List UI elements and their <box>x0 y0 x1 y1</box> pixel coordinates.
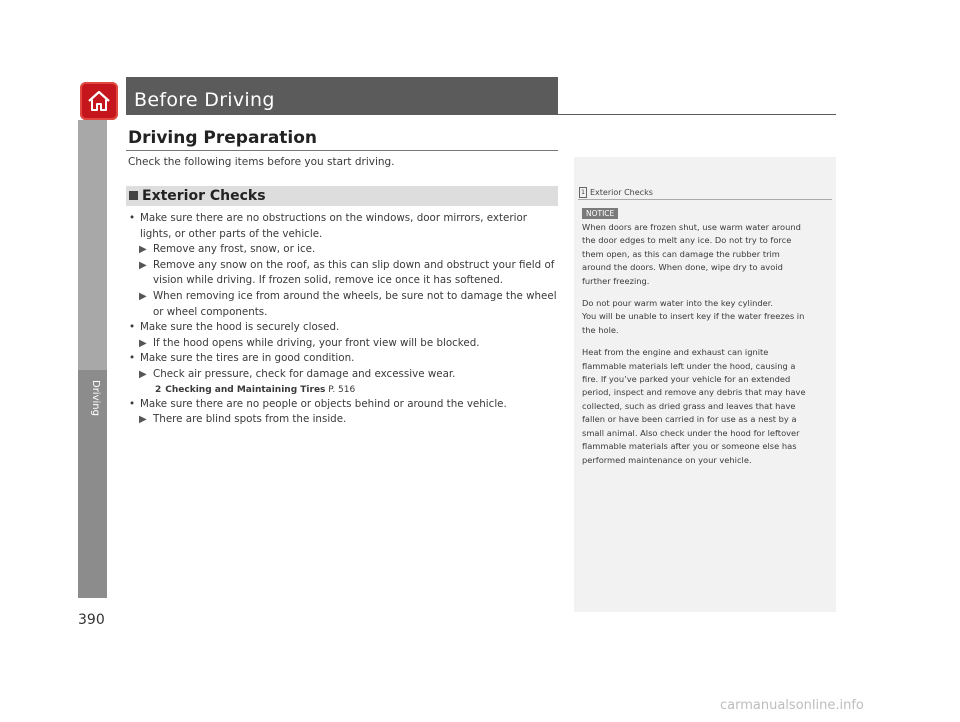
section-intro: Check the following items before you start driving. <box>128 156 395 168</box>
note-line: the hole. <box>582 324 619 335</box>
list-item-text: Make sure there are no people or objects behind or around the vehicle. <box>140 397 507 410</box>
sub-list-item <box>128 258 560 289</box>
note-line: the door edges to melt any ice. Do not try to force <box>582 235 792 246</box>
note-line: flammable materials after you or someone else has <box>582 441 797 452</box>
sub-list-item-text: Check air pressure, check for damage and excessive wear. <box>153 367 456 380</box>
list-item <box>128 397 560 413</box>
reference-icon: 2 <box>155 384 162 395</box>
sub-list-item <box>128 336 560 352</box>
list-item-text: Make sure the tires are in good condition. <box>140 352 355 365</box>
list-item-text: lights, or other parts of the vehicle. <box>140 227 323 240</box>
chapter-title: Before Driving <box>134 89 275 111</box>
title-divider <box>126 114 836 115</box>
sub-list-item-text: Remove any snow on the roof, as this can slip down and obstruct your field of <box>153 258 555 271</box>
cross-reference-link[interactable] <box>128 383 560 397</box>
note-paragraph <box>582 346 830 467</box>
note-line: Heat from the engine and exhaust can ignite <box>582 347 769 358</box>
reference-page: P. 516 <box>328 384 356 395</box>
section-divider <box>126 150 558 151</box>
sub-list-item-text: or wheel components. <box>153 305 268 318</box>
sub-list-item-text: When removing ice from around the wheels, be sure not to damage the wheel <box>153 289 557 302</box>
home-button[interactable] <box>80 82 118 120</box>
note-line: Do not pour warm water into the key cylinder. <box>582 298 774 309</box>
note-line: performed maintenance on your vehicle. <box>582 454 752 465</box>
section-title: Driving Preparation <box>128 128 318 148</box>
reference-title: Checking and Maintaining Tires <box>165 384 326 395</box>
chevron-right-icon: ▶ <box>139 368 147 380</box>
note-line: small animal. Also check under the hood for leftover <box>582 427 800 438</box>
note-line: period, inspect and remove any debris that may have <box>582 387 806 398</box>
notice-badge: NOTICE <box>582 208 618 219</box>
list-item <box>128 351 560 367</box>
sub-list-item <box>128 242 560 258</box>
list-item-text: Make sure there are no obstructions on the windows, door mirrors, exterior <box>140 212 527 224</box>
list-item-text: Make sure the hood is securely closed. <box>140 321 340 334</box>
list-item <box>128 211 560 242</box>
subsection-title: Exterior Checks <box>142 188 266 204</box>
sub-list-item-text: There are blind spots from the inside. <box>153 413 347 426</box>
side-tab-text: Driving <box>90 380 101 416</box>
chevron-right-icon: ▶ <box>139 290 147 302</box>
sub-list-item-text: If the hood opens while driving, your front view will be blocked. <box>153 336 480 349</box>
note-paragraph <box>582 297 830 337</box>
sub-list-item <box>128 412 560 428</box>
sub-list-item <box>128 289 560 320</box>
chevron-right-icon: ▶ <box>139 259 147 271</box>
side-tab-highlight <box>78 120 107 370</box>
sub-list-item-text: vision while driving. If frozen solid, remove ice once it has softened. <box>153 274 504 287</box>
checklist <box>128 211 560 428</box>
note-line: collected, such as dried grass and leaves that have <box>582 400 796 411</box>
sub-list-item <box>128 367 560 383</box>
chapter-title-bar <box>126 77 558 115</box>
list-item <box>128 320 560 336</box>
note-line: further freezing. <box>582 275 650 286</box>
note-line: fire. If you’ve parked your vehicle for an extended <box>582 374 791 385</box>
chevron-right-icon: ▶ <box>139 244 147 256</box>
page-number: 390 <box>78 612 105 628</box>
home-icon <box>87 90 111 112</box>
subsection-header <box>126 186 558 206</box>
watermark: carmanualsonline.info <box>720 698 864 713</box>
square-bullet-icon <box>129 191 138 200</box>
note-line: fallen or have been carried in for use as a nest by a <box>582 414 797 425</box>
note-line: around the doors. When done, wipe dry to avoid <box>582 262 783 273</box>
note-number-icon: 1 <box>579 187 587 198</box>
note-line: flammable materials left under the hood, causing a <box>582 360 796 371</box>
chevron-right-icon: ▶ <box>139 337 147 349</box>
side-tab-label[interactable] <box>85 380 105 440</box>
note-line: them open, as this can damage the rubber trim <box>582 248 780 259</box>
chevron-right-icon: ▶ <box>139 414 147 426</box>
note-line: You will be unable to insert key if the water freezes in <box>582 311 805 322</box>
side-note-divider <box>578 199 832 200</box>
side-note-title: Exterior Checks <box>590 188 653 197</box>
note-line: When doors are frozen shut, use warm water around <box>582 222 801 232</box>
note-paragraph <box>582 221 830 288</box>
side-note-heading <box>579 187 653 198</box>
side-note-text <box>582 221 830 476</box>
sub-list-item-text: Remove any frost, snow, or ice. <box>153 243 316 256</box>
